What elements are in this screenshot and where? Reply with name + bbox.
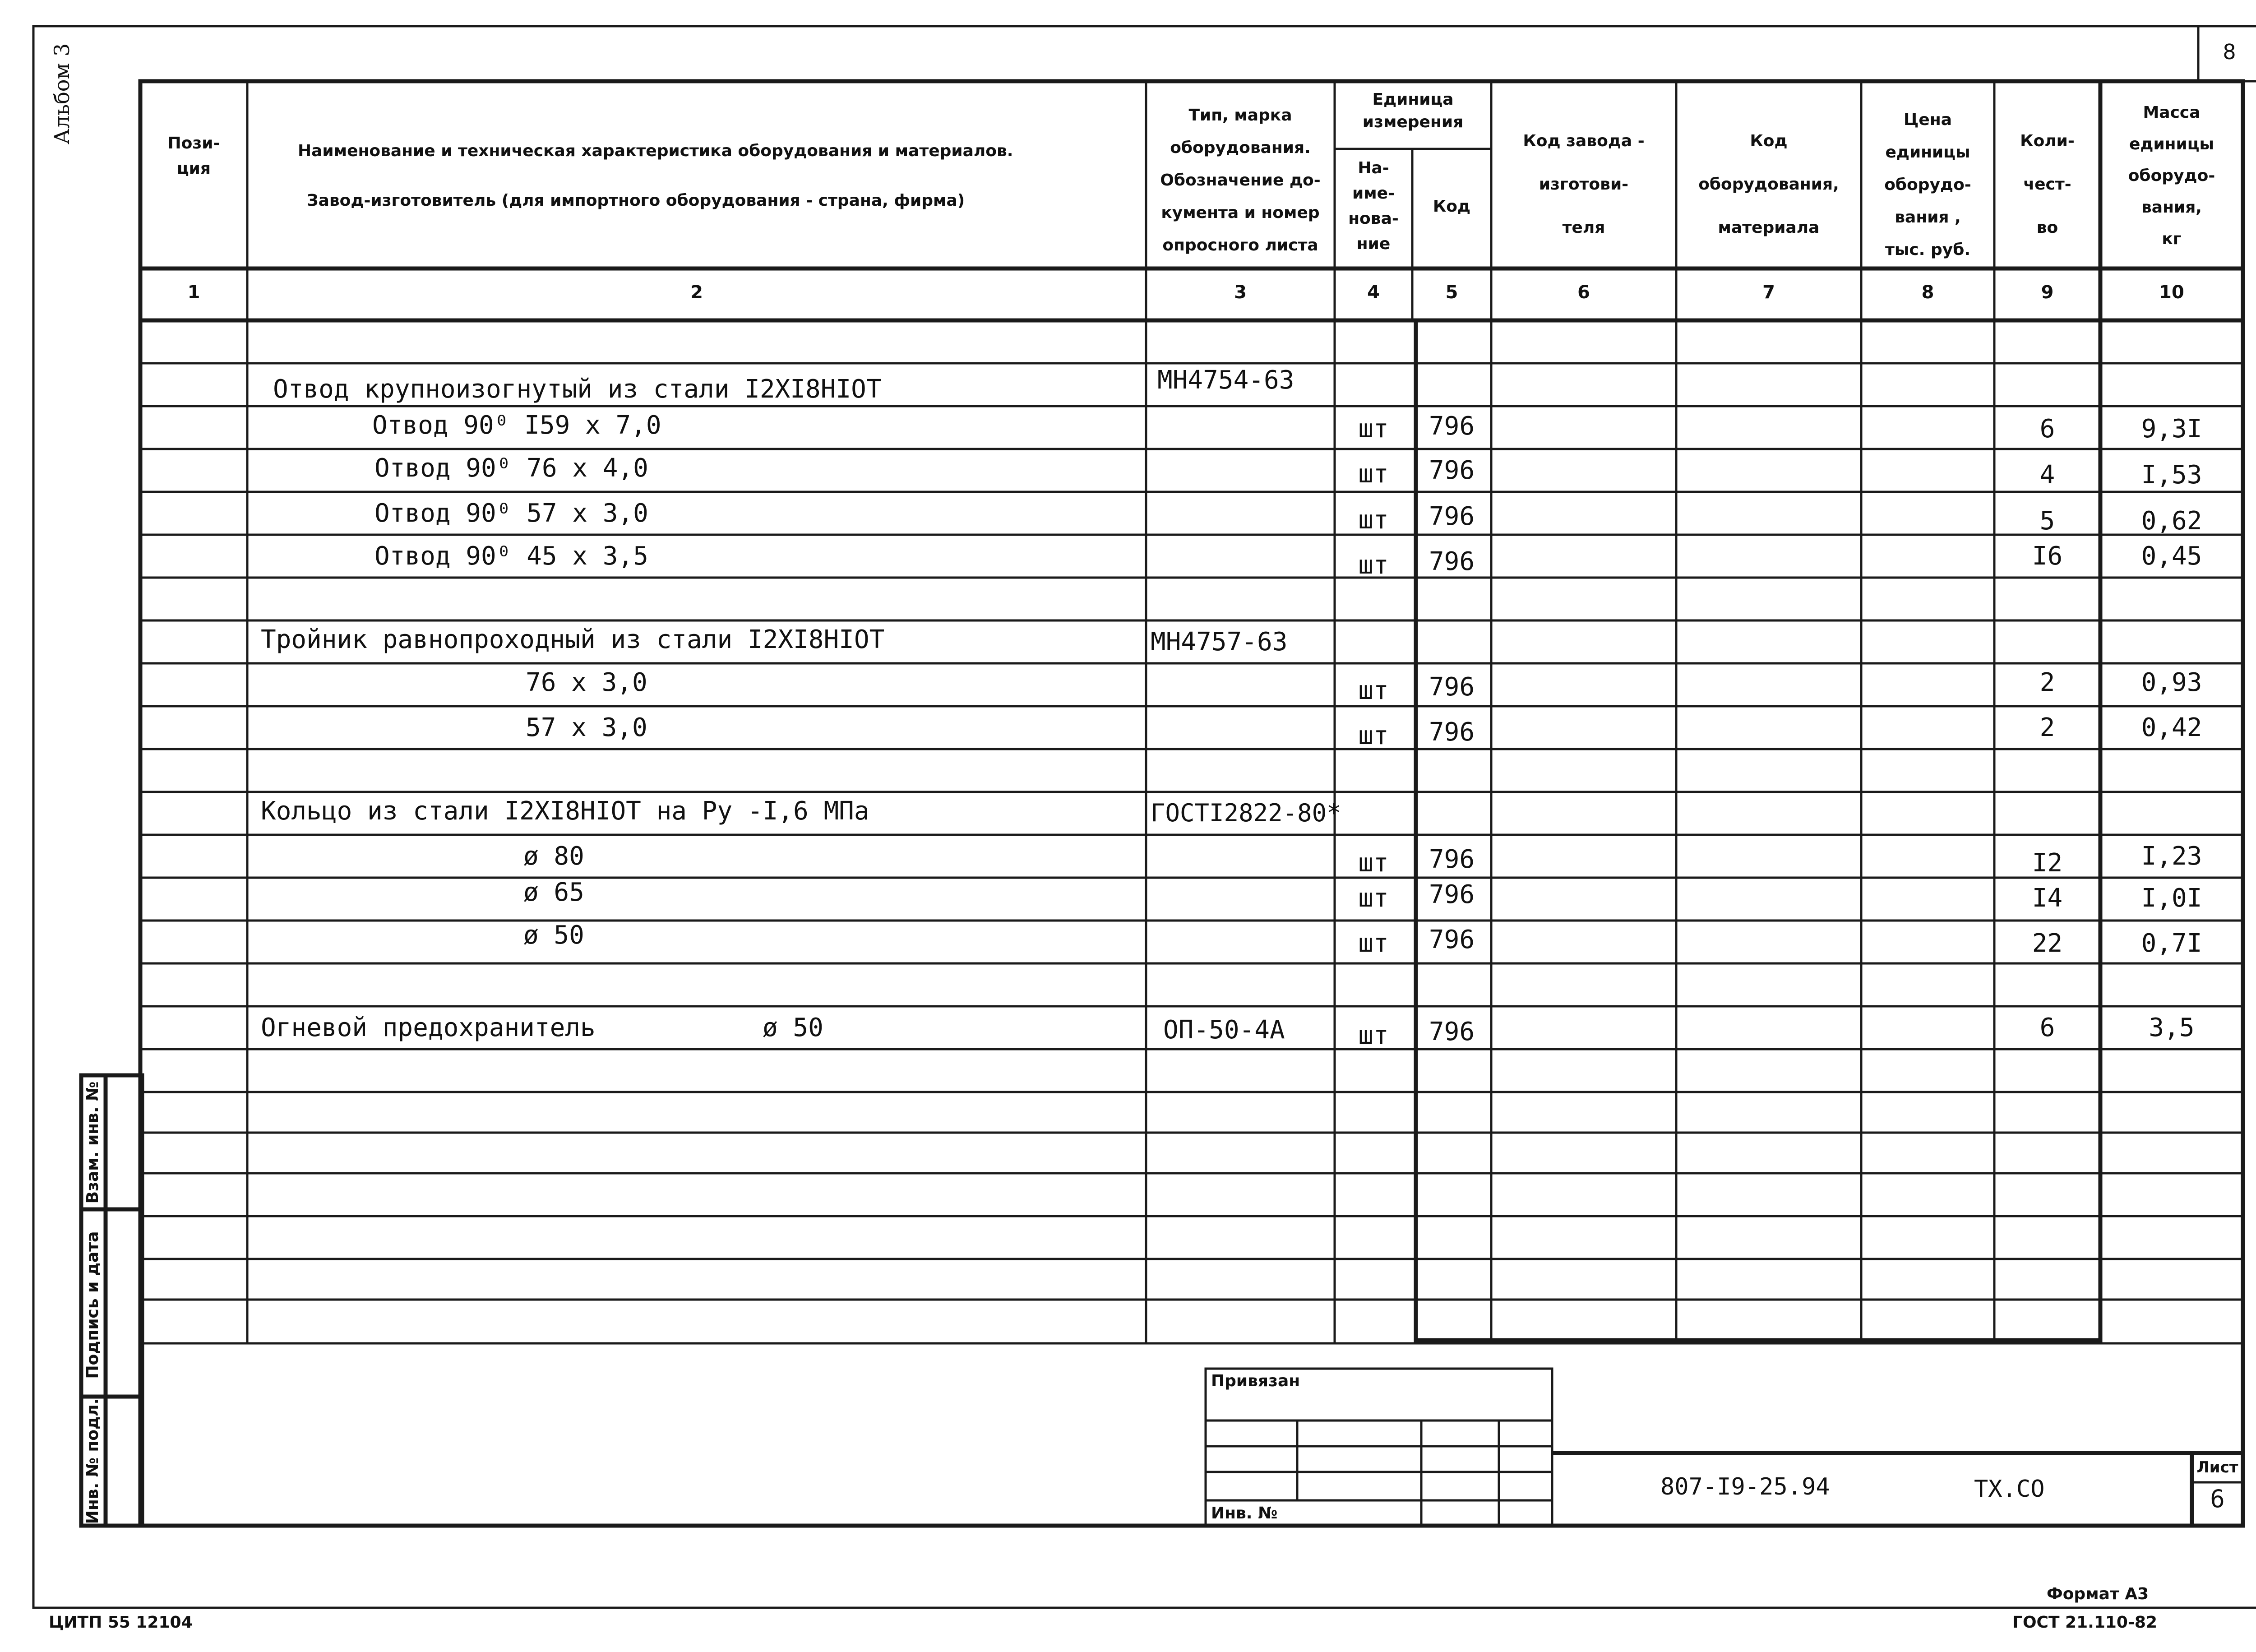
row-5-type: МН4757-63 — [1151, 627, 1288, 657]
row-4-name: Отвод 90⁰ 45 x 3,5 — [374, 541, 648, 571]
title-block — [1552, 1453, 2243, 1526]
col-number-3: 3 — [1234, 282, 1247, 303]
doc-mark: TX.CO — [1974, 1476, 2045, 1503]
row-7-name: 57 x 3,0 — [526, 713, 647, 742]
row-1-qty: 6 — [2039, 414, 2055, 444]
footer-left-code: ЦИТП 55 12104 — [49, 1613, 193, 1632]
row-9-name: ø 80 — [523, 842, 584, 871]
row-3-unit: шт — [1358, 505, 1389, 535]
row-7-code: 796 — [1428, 717, 1475, 747]
row-10-code: 796 — [1428, 880, 1475, 909]
row-12-unit: шт — [1358, 1021, 1389, 1050]
privyazan-block — [1206, 1369, 1552, 1526]
header-unit-group: Единица измерения — [1362, 90, 1464, 131]
row-3-mass: 0,62 — [2141, 506, 2202, 536]
row-7-unit: шт — [1358, 721, 1389, 750]
row-0-type: МН4754-63 — [1157, 366, 1294, 395]
row-11-code: 796 — [1428, 925, 1475, 954]
header-col10: Масса единицы оборудо- вания, кг — [2128, 103, 2215, 248]
side-vzam-label: Взам. инв. № — [83, 1081, 102, 1204]
row-3-name: Отвод 90⁰ 57 x 3,0 — [374, 499, 648, 528]
row-10-mass: I,0I — [2141, 884, 2202, 913]
footer-format: Формат А3 — [2047, 1585, 2149, 1603]
row-4-mass: 0,45 — [2141, 541, 2202, 571]
header-col7: Код оборудования, материала — [1698, 132, 1839, 237]
row-0-name: Отвод крупноизогнутый из стали I2XI8HIOT — [273, 375, 882, 404]
row-2-name: Отвод 90⁰ 76 x 4,0 — [374, 453, 648, 483]
col-number-1: 1 — [187, 282, 200, 303]
row-2-unit: шт — [1358, 459, 1389, 489]
side-podpis-label: Подпись и дата — [83, 1231, 102, 1379]
header-col3: Тип, марка оборудования. Обозначение до- кумента и номер опросного листа — [1160, 106, 1321, 255]
col-number-8: 8 — [1921, 282, 1934, 303]
row-11-mass: 0,7I — [2141, 929, 2202, 958]
row-9-mass: I,23 — [2141, 842, 2202, 871]
col-number-9: 9 — [2041, 282, 2054, 303]
footer-gost: ГОСТ 21.110-82 — [2012, 1613, 2158, 1632]
header-col9: Коли- чест- во — [2020, 132, 2075, 237]
header-col2: Наименование и техническая характеристика оборудования и материалов. Завод-изготовитель (для импортного оборудования - страна, фирма) — [298, 142, 1013, 210]
corner-sheet-number: 8 — [2223, 40, 2236, 64]
row-12-qty: 6 — [2039, 1013, 2055, 1042]
row-11-unit: шт — [1358, 929, 1389, 958]
col-number-2: 2 — [690, 282, 703, 303]
inv-no-label: Инв. № — [1211, 1504, 1278, 1522]
row-11-qty: 22 — [2032, 929, 2063, 958]
header-col8: Цена единицы оборудо- вания , тыс. руб. — [1884, 111, 1971, 259]
row-6-code: 796 — [1428, 672, 1475, 702]
row-2-mass: I,53 — [2141, 460, 2202, 490]
row-1-code: 796 — [1428, 412, 1475, 441]
privyazan-label: Привязан — [1211, 1372, 1300, 1390]
col-number-7: 7 — [1762, 282, 1775, 303]
row-12-type: ОП-50-4А — [1163, 1015, 1285, 1045]
sheet-label: Лист — [2196, 1458, 2238, 1476]
row-3-code: 796 — [1428, 502, 1475, 531]
row-2-code: 796 — [1428, 456, 1475, 485]
row-6-mass: 0,93 — [2141, 668, 2202, 697]
row-9-unit: шт — [1358, 848, 1389, 878]
row-5-name: Тройник равнопроходный из стали I2XI8HIOT — [261, 625, 885, 654]
row-8-type: ГОСТI2822-80* — [1151, 799, 1341, 827]
row-12-name: Огневой предохранитель — [261, 1013, 596, 1042]
row-4-code: 796 — [1428, 547, 1475, 576]
row-4-qty: I6 — [2032, 541, 2063, 571]
row-9-code: 796 — [1428, 845, 1475, 874]
row-1-name: Отвод 90⁰ I59 x 7,0 — [372, 411, 661, 440]
row-12-mass: 3,5 — [2149, 1013, 2195, 1042]
row-12-code: 796 — [1428, 1017, 1475, 1046]
album-label: Альбом 3 — [50, 43, 74, 144]
header-col5: Код — [1433, 197, 1471, 216]
sheet-number: 6 — [2210, 1485, 2225, 1513]
row-2-qty: 4 — [2039, 460, 2055, 490]
side-inv-label: Инв. № подл. — [83, 1398, 102, 1524]
row-8-name: Кольцо из стали I2XI8HIOT на Ру -I,6 МПа — [261, 796, 869, 826]
header-col4: На- име- нова- ние — [1348, 159, 1399, 253]
row-6-unit: шт — [1358, 676, 1389, 705]
row-7-mass: 0,42 — [2141, 713, 2202, 742]
col-number-5: 5 — [1445, 282, 1458, 303]
row-6-name: 76 x 3,0 — [526, 668, 647, 697]
header-col1: Пози- ция — [167, 134, 220, 178]
row-10-qty: I4 — [2032, 884, 2063, 913]
row-1-mass: 9,3I — [2141, 414, 2202, 444]
doc-code: 807-I9-25.94 — [1660, 1473, 1830, 1500]
row-1-unit: шт — [1358, 414, 1389, 444]
row-7-qty: 2 — [2039, 713, 2055, 742]
row-9-qty: I2 — [2032, 848, 2063, 878]
row-11-name: ø 50 — [523, 921, 584, 950]
row-10-unit: шт — [1358, 884, 1389, 913]
row-3-qty: 5 — [2039, 506, 2055, 536]
col-number-10: 10 — [2159, 282, 2184, 303]
row-12-name-extra: ø 50 — [763, 1013, 823, 1042]
col-number-4: 4 — [1367, 282, 1380, 303]
col-number-6: 6 — [1577, 282, 1590, 303]
header-col6: Код завода - изготови- теля — [1523, 132, 1645, 237]
row-6-qty: 2 — [2039, 668, 2055, 697]
row-10-name: ø 65 — [523, 878, 584, 907]
row-4-unit: шт — [1358, 551, 1389, 580]
